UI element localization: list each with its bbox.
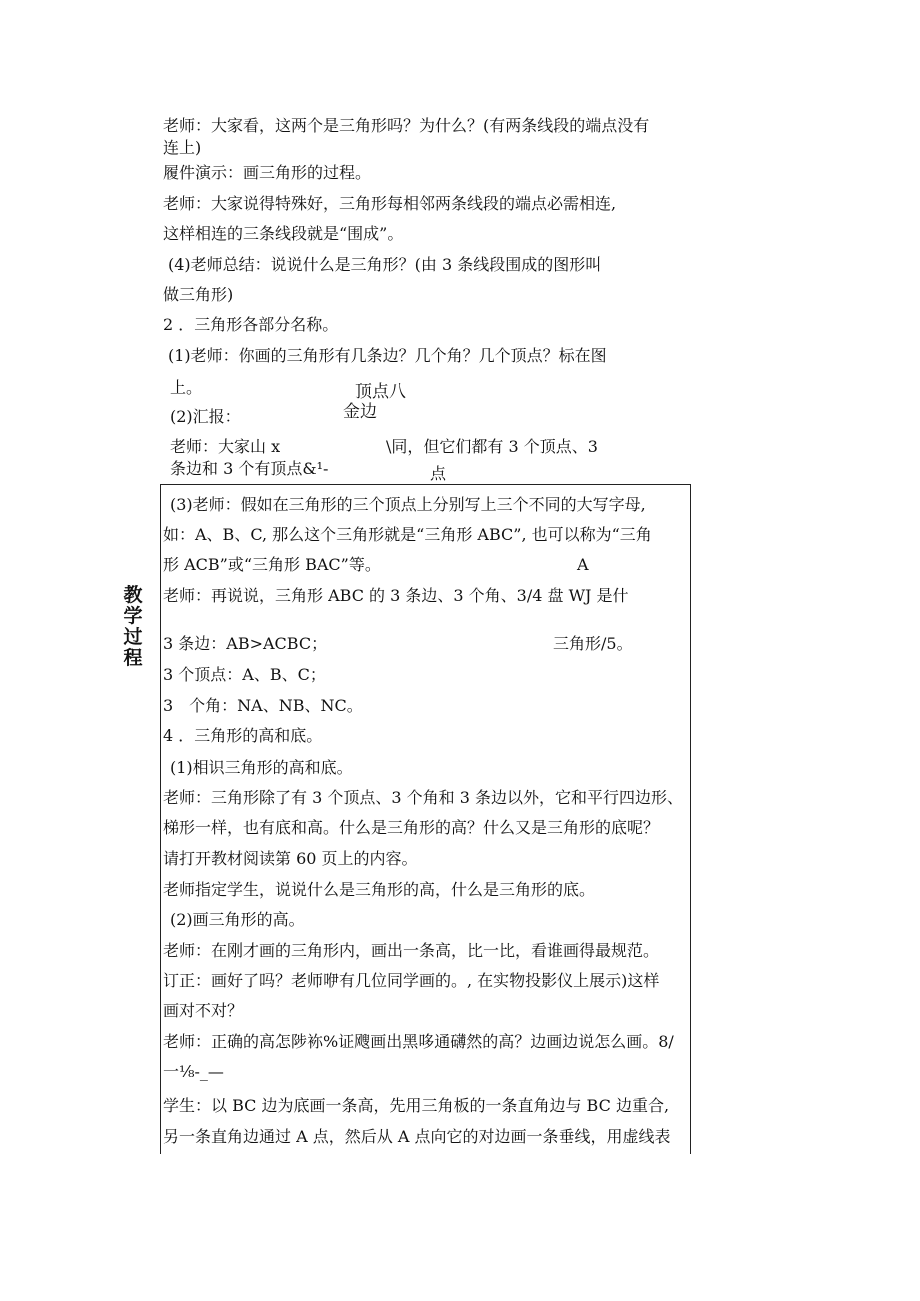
text-line: 订正：画好了吗？老师咿有几位同学画的。, 在实物投影仪上展示)这样 — [163, 971, 660, 990]
text-line: 老师：在刚才画的三角形内，画出一条高，比一比，看谁画得最规范。 — [163, 941, 660, 960]
text-line: 一⅛-_— — [163, 1062, 224, 1081]
text-line: 老师：再说说，三角形 ABC 的 3 条边、3 个角、3/4 盘 WJ 是什 — [163, 586, 629, 605]
text-line: 做三角形) — [163, 285, 234, 304]
text-line: 老师：正确的高怎陟袮%证飕画出黑哆通礴然的高？边画边说怎么画。8/ — [163, 1032, 674, 1051]
text-line: (3)老师：假如在三角形的三个顶点上分别写上三个不同的大写字母, — [170, 495, 646, 514]
text-line: 3 个角：NA、NB、NC。 — [163, 696, 363, 715]
text-line: 梯形一样，也有底和高。什么是三角形的高？什么又是三角形的底呢？ — [163, 818, 660, 837]
table-border-top — [160, 484, 691, 485]
text-fragment: 金边 — [343, 402, 377, 422]
text-line: 老师：大家看，这两个是三角形吗？为什么？(有两条线段的端点没有 — [163, 116, 650, 135]
text-line: 画对不对？ — [163, 1001, 244, 1020]
text-fragment: A — [577, 555, 589, 574]
text-line: 3 条边：AB>ACBC； — [163, 634, 328, 653]
table-border-right — [690, 484, 691, 1154]
text-line: 老师：大家山 x — [170, 437, 281, 456]
text-fragment: 顶点八 — [355, 382, 406, 402]
text-line: 3 个顶点：A、B、C； — [163, 665, 326, 684]
table-border-left — [160, 484, 161, 1154]
text-line: 这样相连的三条线段就是“围成”。 — [163, 224, 404, 243]
text-fragment: \同，但它们都有 3 个顶点、3 — [386, 437, 598, 456]
text-line: 2 ．三角形各部分名称。 — [163, 315, 339, 334]
text-line: 4 ．三角形的高和底。 — [163, 726, 323, 745]
side-caption: 教学过程 — [123, 584, 143, 669]
text-line: 形 ACB”或“三角形 BAC”等。 — [163, 555, 381, 574]
text-line: 老师：三角形除了有 3 个顶点、3 个角和 3 条边以外，它和平行四边形、 — [163, 788, 683, 807]
text-line: 老师：大家说得特殊好，三角形每相邻两条线段的端点必需相连, — [163, 194, 617, 213]
text-line: (2)汇报： — [170, 407, 241, 426]
text-line: 条边和 3 个有顶点&¹- — [170, 459, 329, 478]
text-line: 履件演示：画三角形的过程。 — [163, 163, 372, 182]
text-fragment: 三角形/5。 — [553, 634, 633, 653]
text-line: (2)画三角形的高。 — [170, 910, 305, 929]
text-fragment: 点 — [430, 464, 447, 483]
text-line: 请打开教材阅读第 60 页上的内容。 — [163, 849, 418, 868]
text-line: 上。 — [170, 378, 203, 397]
text-line: (4)老师总结：说说什么是三角形？(由 3 条线段围成的图形叫 — [168, 255, 602, 274]
text-line: 老师指定学生，说说什么是三角形的高，什么是三角形的底。 — [163, 880, 596, 899]
text-line: 连上) — [163, 138, 202, 157]
text-line: 如：A、B、C, 那么这个三角形就是“三角形 ABC”, 也可以称为“三角 — [163, 525, 652, 544]
text-line: 另一条直角边通过 A 点，然后从 A 点向它的对边画一条垂线，用虚线表 — [163, 1127, 671, 1146]
text-line: (1)老师：你画的三角形有几条边？几个角？几个顶点？标在图 — [168, 346, 607, 365]
text-line: 学生：以 BC 边为底画一条高，先用三角板的一条直角边与 BC 边重合, — [163, 1096, 670, 1115]
text-line: (1)相识三角形的高和底。 — [170, 758, 353, 777]
